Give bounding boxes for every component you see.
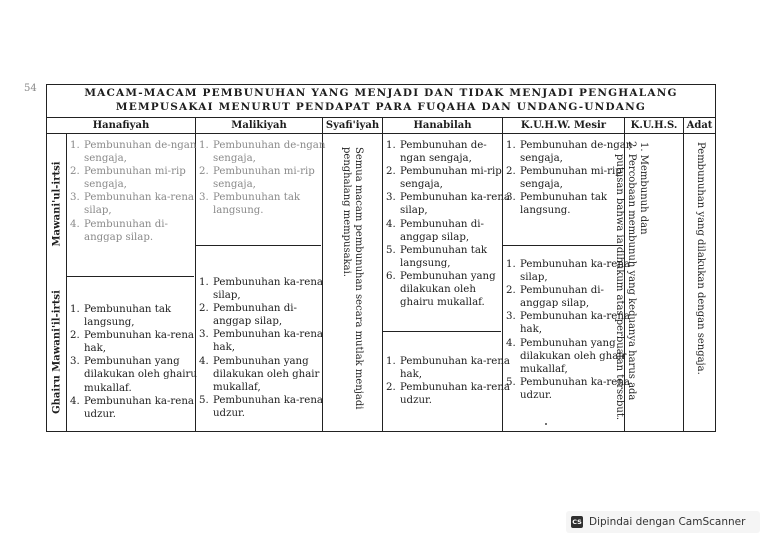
list-item: 1. Pembunuhan de-ngan sengaja, <box>83 139 203 165</box>
hanafiyah-top-list <box>70 139 203 244</box>
list-item: 2. Pembunuhan ka-rena udzur. <box>399 381 512 407</box>
rule-hanafiyah-split <box>67 276 194 277</box>
camscanner-logo-icon: CS <box>572 518 582 526</box>
list-item: 2. Pembunuhan mi-rip sengaja, <box>83 165 203 191</box>
header-adat: Adat <box>686 120 713 131</box>
list-item: 3. Pembunuhan ka-rena silap, <box>399 191 512 217</box>
page-number: 54 <box>24 83 37 94</box>
list-item: 3. Pembunuhan yang dilakukan oleh ghairu mukallaf. <box>83 355 203 394</box>
list-item: 5. Pembunuhan ka-rena udzur. <box>519 376 633 402</box>
table-title-line-2: MEMPUSAKAI MENURUT PENDAPAT PARA FUQAHA DAN UNDANG-UNDANG <box>115 101 647 113</box>
list-item: 4. Pembunuhan di-anggap silap, <box>399 218 512 244</box>
hanafiyah-bottom-list <box>70 303 203 421</box>
malikiyah-bottom-list <box>199 276 330 420</box>
list-item: 4. Pembunuhan di-anggap silap. <box>83 218 203 244</box>
rule-under-headers <box>47 133 715 134</box>
camscanner-badge <box>566 511 760 533</box>
list-item: 2. Pembunuhan di-anggap silap, <box>519 284 633 310</box>
list-item: 5. Pembunuhan ka-rena udzur. <box>212 394 330 420</box>
header-malikiyah: Malikiyah <box>231 120 287 131</box>
list-item: 4. Pembunuhan yang dilakukan oleh ghair mukallaf, <box>212 355 330 394</box>
header-kuhs: K.U.H.S. <box>630 120 678 131</box>
list-item: 1. Pembunuhan de-ngan sengaja, <box>399 139 512 165</box>
list-item: 3. Pembunuhan tak langsung. <box>519 191 633 217</box>
list-item: 4. Pembunuhan ka-rena udzur. <box>83 395 203 421</box>
rule-kuhw-split <box>503 245 623 246</box>
list-item: 2. Pembunuhan mi-rip sengaja, <box>399 165 512 191</box>
malikiyah-top-list <box>199 139 330 218</box>
list-item: 4. Pembunuhan yang dilakukan oleh ghair mukallaf, <box>519 337 633 376</box>
list-item: 5. Pembunuhan tak langsung, <box>399 244 512 270</box>
header-hanabilah: Hanabilah <box>413 120 472 131</box>
list-item: 2. Pembunuhan di-anggap silap, <box>212 302 330 328</box>
rule-malikiyah-split <box>196 245 321 246</box>
list-item: 1. Pembunuhan ka-rena silap, <box>212 276 330 302</box>
list-item: 1. Pembunuhan ka-rena hak, <box>399 355 512 381</box>
list-item: 2. Pembunuhan mi-rip sengaja, <box>212 165 330 191</box>
stray-dot <box>545 423 547 425</box>
kuhs-line-1: 1. Membunuh dan <box>638 142 649 235</box>
rule-col-3 <box>382 117 383 431</box>
rule-label-column <box>66 133 67 431</box>
list-item: 3. Pembunuhan ka-rena silap, <box>83 191 203 217</box>
row-label-ghairu-mawani: Ghairu Mawani'il-irtsi <box>51 290 63 414</box>
list-item: 1. Pembunuhan tak langsung, <box>83 303 203 329</box>
row-label-mawani: Mawani'ul-irtsi <box>51 161 63 247</box>
hanabilah-bottom-list <box>386 355 512 407</box>
hanabilah-top-list <box>386 139 512 309</box>
list-item: 3. Pembunuhan ka-rena hak, <box>212 328 330 354</box>
list-item: 1. Pembunuhan de-ngan sengaja, <box>212 139 330 165</box>
list-item: 3. Pembunuhan tak langsung. <box>212 191 330 217</box>
header-syafiiyah: Syafi'iyah <box>325 120 380 131</box>
list-item: 2. Pembunuhan ka-rena hak, <box>83 329 203 355</box>
table-title-line-1: MACAM-MACAM PEMBUNUHAN YANG MENJADI DAN TIDAK MENJADI PENGHALANG <box>84 87 678 99</box>
kuhs-line-3: putusan bahwa ia dihukum atas perbuatan tersebut. <box>614 154 625 421</box>
list-item: 1. Pembunuhan de-ngan sengaja, <box>519 139 633 165</box>
camscanner-text: Dipindai dengan CamScanner <box>589 516 746 528</box>
list-item: 3. Pembunuhan ka-rena hak, <box>519 310 633 336</box>
list-item: 2. Pembunuhan mi-rip sengaja, <box>519 165 633 191</box>
rule-col-6 <box>683 117 684 431</box>
syafiiyah-text: Semua macam pembunuhan secara mutlak menjadi penghalang mempusakai. <box>341 147 364 410</box>
kuhs-line-2: 2. Percobaan membunuh yang keduanya harus ada <box>626 141 637 401</box>
header-kuhw-mesir: K.U.H.W. Mesir <box>520 120 607 131</box>
rule-hanabilah-split <box>383 331 501 332</box>
list-item: 1. Pembunuhan ka-rena silap, <box>519 258 633 284</box>
adat-text: Pembunuhan yang dilakukan dengan sengaja. <box>695 142 706 375</box>
header-hanafiyah: Hanafiyah <box>92 120 150 131</box>
list-item: 6. Pembunuhan yang dilakukan oleh ghairu mukallaf. <box>399 270 512 309</box>
